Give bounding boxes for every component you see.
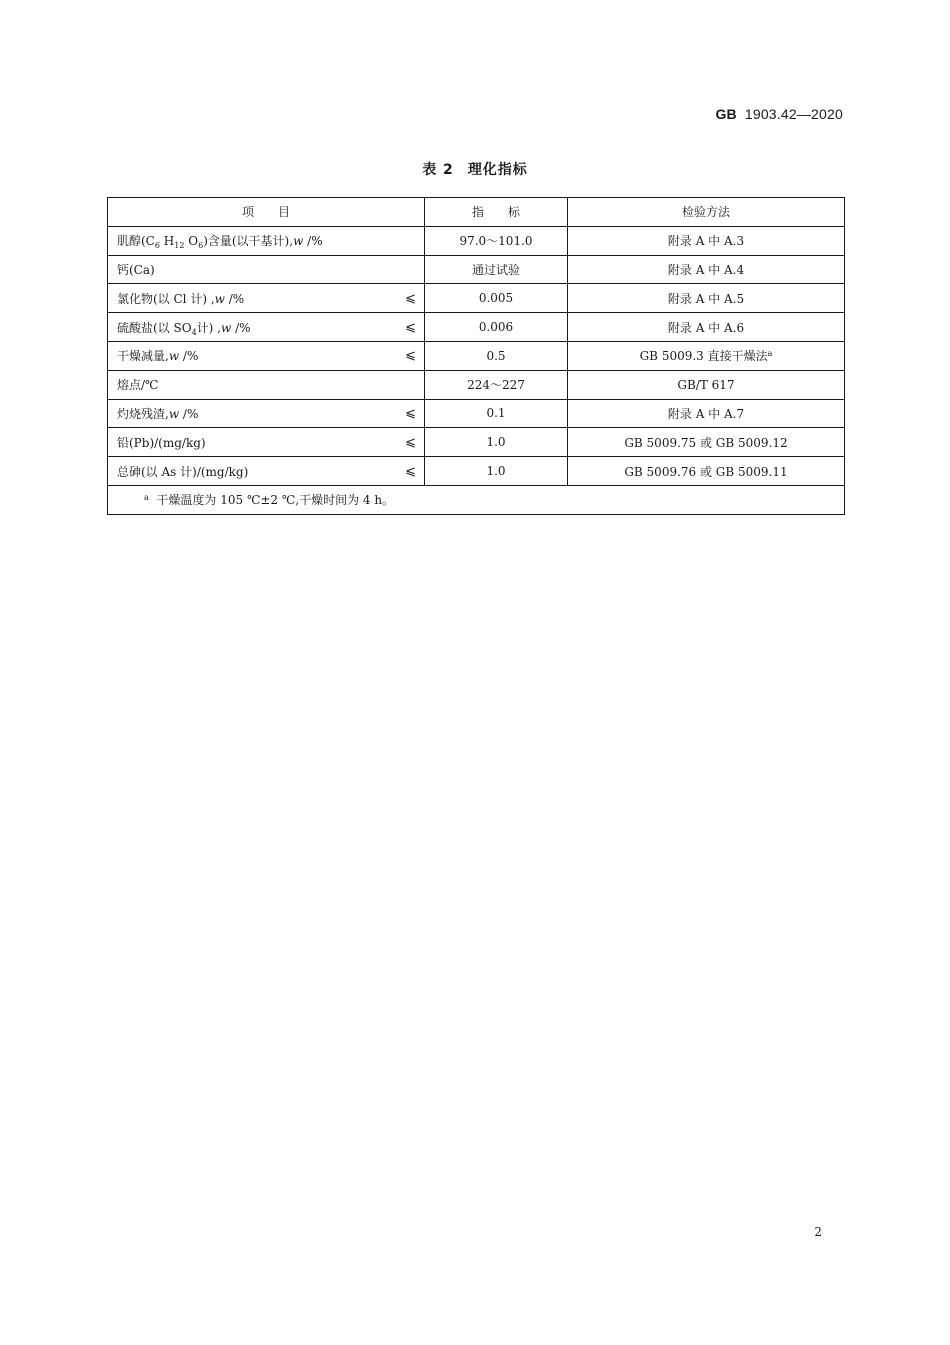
- method-cell: GB 5009.76 或 GB 5009.11: [568, 457, 845, 486]
- column-header-index: 指 标: [425, 198, 568, 227]
- table-title: [0, 159, 950, 179]
- method-cell: GB/T 617: [568, 370, 845, 399]
- index-cell: 0.1: [425, 399, 568, 428]
- index-cell: 0.006: [425, 313, 568, 342]
- table-row: [108, 255, 845, 284]
- method-cell: 附录 A 中 A.6: [568, 313, 845, 342]
- item-label: 灼烧残渣,w /%: [117, 406, 199, 421]
- table-row: [108, 399, 845, 428]
- physicochemical-table: [107, 197, 845, 515]
- table-header-row: [108, 198, 845, 227]
- index-cell: 通过试验: [425, 255, 568, 284]
- item-cell: [108, 457, 425, 486]
- item-label: 熔点/℃: [117, 378, 159, 393]
- table-row: [108, 313, 845, 342]
- item-cell: [108, 255, 425, 284]
- less-or-equal-symbol: ⩽: [405, 348, 416, 364]
- index-cell: 1.0: [425, 457, 568, 486]
- method-cell: GB 5009.75 或 GB 5009.12: [568, 428, 845, 457]
- index-cell: 0.005: [425, 284, 568, 313]
- less-or-equal-symbol: ⩽: [405, 463, 416, 479]
- item-label: 铅(Pb)/(mg/kg): [117, 435, 206, 450]
- item-label: 肌醇($C_6$ $H_{12}$ $O_6$)含量(以干基计),w /%: [117, 234, 323, 251]
- item-cell: [108, 370, 425, 399]
- index-cell: 97.0～101.0: [425, 226, 568, 255]
- item-cell: [108, 313, 425, 342]
- page-number: 2: [814, 1225, 822, 1239]
- table-number: 表 2: [422, 162, 454, 178]
- item-cell: [108, 284, 425, 313]
- less-or-equal-symbol: ⩽: [405, 434, 416, 450]
- item-label: 总砷(以 As 计)/(mg/kg): [117, 464, 249, 479]
- item-cell: [108, 399, 425, 428]
- table-row: [108, 428, 845, 457]
- column-header-method: 检验方法: [568, 198, 845, 227]
- table-title-text: 理化指标: [467, 162, 528, 178]
- item-cell: [108, 226, 425, 255]
- index-cell: 0.5: [425, 341, 568, 370]
- method-cell: 附录 A 中 A.5: [568, 284, 845, 313]
- index-cell: 1.0: [425, 428, 568, 457]
- method-cell: 附录 A 中 A.3: [568, 226, 845, 255]
- item-label: 干燥减量,w /%: [117, 349, 199, 364]
- item-cell: [108, 428, 425, 457]
- less-or-equal-symbol: ⩽: [405, 319, 416, 335]
- column-header-item: 项 目: [108, 198, 425, 227]
- table-row: [108, 284, 845, 313]
- footnote-mark: a: [144, 493, 149, 503]
- method-cell: 附录 A 中 A.7: [568, 399, 845, 428]
- table-row: [108, 226, 845, 255]
- index-cell: 224～227: [425, 370, 568, 399]
- document-code: [715, 106, 843, 122]
- table-row: [108, 341, 845, 370]
- less-or-equal-symbol: ⩽: [405, 290, 416, 306]
- table-row: [108, 457, 845, 486]
- item-label: 氯化物(以 Cl 计) ,w /%: [117, 291, 245, 306]
- standard-number: 1903.42—2020: [744, 106, 843, 122]
- standard-prefix: GB: [715, 106, 737, 122]
- footnote-text: 干燥温度为 105 ℃±2 ℃,干燥时间为 4 h。: [156, 493, 395, 508]
- footnote: [108, 485, 845, 514]
- method-cell: GB 5009.3 直接干燥法$^a$: [568, 341, 845, 370]
- less-or-equal-symbol: ⩽: [405, 405, 416, 421]
- item-cell: [108, 341, 425, 370]
- item-label: 钙(Ca): [117, 262, 155, 277]
- table-row: [108, 370, 845, 399]
- footnote-row: [108, 485, 845, 514]
- method-cell: 附录 A 中 A.4: [568, 255, 845, 284]
- item-label: 硫酸盐(以 $SO_4$计) ,w /%: [117, 320, 251, 337]
